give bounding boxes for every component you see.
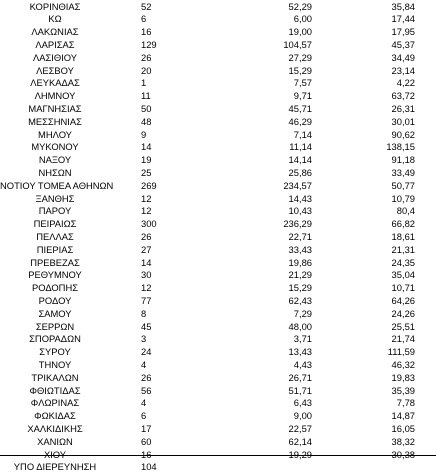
rate-cell: 62,14	[288, 435, 312, 447]
rate-cell: 15,29	[288, 282, 312, 294]
ratio-cell: 64,26	[391, 294, 415, 306]
table-row	[0, 39, 436, 52]
rate-cell: 19,86	[288, 256, 312, 268]
region-name-cell: ΣΥΡΟΥ	[39, 346, 71, 358]
region-name-cell: ΦΘΙΩΤΙΔΑΣ	[29, 384, 81, 396]
rate-cell: 9,71	[293, 90, 312, 102]
table-row	[0, 103, 436, 116]
table-row	[0, 205, 436, 218]
region-name-cell: ΛΑΡΙΣΑΣ	[35, 38, 75, 50]
cases-cell: 25	[141, 166, 152, 178]
table-row	[0, 359, 436, 372]
rate-cell: 45,71	[288, 102, 312, 114]
table-row	[0, 77, 436, 90]
rate-cell: 26,71	[288, 371, 312, 383]
region-name-cell: ΠΕΛΛΑΣ	[36, 230, 74, 242]
cases-cell: 52	[141, 0, 152, 12]
rate-cell: 19,00	[288, 26, 312, 38]
rate-cell: 46,29	[288, 115, 312, 127]
table-row	[0, 257, 436, 270]
rate-cell: 6,00	[293, 13, 312, 25]
cases-cell: 26	[141, 51, 152, 63]
table-row	[0, 372, 436, 385]
cases-cell: 269	[141, 179, 157, 191]
cases-cell: 14	[141, 256, 152, 268]
table-row	[0, 129, 436, 142]
table-row	[0, 244, 436, 257]
cases-cell: 50	[141, 102, 152, 114]
cases-cell: 48	[141, 115, 152, 127]
table-row	[0, 26, 436, 39]
table-row	[0, 436, 436, 449]
region-name-cell: ΣΠΟΡΑΔΩΝ	[29, 333, 81, 345]
cases-cell: 56	[141, 384, 152, 396]
table-row	[0, 13, 436, 26]
region-name-cell: ΜΥΚΟΝΟΥ	[31, 141, 79, 153]
ratio-cell: 138,15	[386, 141, 415, 153]
table-row	[0, 295, 436, 308]
rate-cell: 7,14	[293, 128, 312, 140]
table-row	[0, 65, 436, 78]
rate-cell: 13,43	[288, 346, 312, 358]
rate-cell: 7,57	[293, 77, 312, 89]
region-name-cell: ΛΑΚΩΝΙΑΣ	[31, 26, 79, 38]
ratio-cell: 21,74	[391, 333, 415, 345]
rate-cell: 14,43	[288, 192, 312, 204]
table-row	[0, 218, 436, 231]
cases-cell: 12	[141, 205, 152, 217]
rate-cell: 14,14	[288, 154, 312, 166]
cases-cell: 3	[141, 333, 147, 345]
table-row	[0, 52, 436, 65]
rate-cell: 22,71	[288, 230, 312, 242]
rate-cell: 48,00	[288, 320, 312, 332]
table-row	[0, 282, 436, 295]
ratio-cell: 26,31	[391, 102, 415, 114]
cases-cell: 129	[141, 38, 157, 50]
ratio-cell: 91,18	[391, 154, 415, 166]
table-row	[0, 90, 436, 103]
ratio-cell: 46,32	[391, 358, 415, 370]
table-row	[0, 116, 436, 129]
table-bottom-line	[0, 455, 436, 456]
region-name-cell: ΣΕΡΡΩΝ	[35, 320, 75, 332]
rate-cell: 4,43	[293, 358, 312, 370]
cases-cell: 4	[141, 397, 147, 409]
cases-cell: 6	[141, 410, 147, 422]
region-name-cell: ΝΑΞΟΥ	[38, 154, 72, 166]
ratio-cell: 66,82	[391, 218, 415, 230]
region-name-cell: ΠΕΙΡΑΙΩΣ	[33, 218, 77, 230]
region-name-cell: ΛΗΜΝΟΥ	[34, 90, 76, 102]
ratio-cell: 10,79	[391, 192, 415, 204]
ratio-cell: 111,59	[387, 346, 415, 358]
ratio-cell: 7,78	[396, 397, 415, 409]
rate-cell: 7,29	[293, 307, 312, 319]
region-name-cell: ΞΑΝΘΗΣ	[35, 192, 75, 204]
region-name-cell: ΦΛΩΡΙΝΑΣ	[30, 397, 80, 409]
region-name-cell: ΧΑΝΙΩΝ	[37, 435, 73, 447]
cases-cell: 16	[141, 448, 152, 460]
cases-cell: 27	[141, 243, 152, 255]
cases-cell: 30	[141, 269, 152, 281]
region-name-cell: ΛΕΥΚΑΔΑΣ	[30, 77, 80, 89]
cases-cell: 26	[141, 371, 152, 383]
ratio-cell: 17,95	[391, 26, 415, 38]
rate-cell: 15,29	[288, 64, 312, 76]
cases-cell: 24	[141, 346, 152, 358]
rate-cell: 52,29	[288, 0, 312, 12]
rate-cell: 10,43	[288, 205, 312, 217]
ratio-cell: 35,04	[391, 269, 415, 281]
table-row	[0, 154, 436, 167]
cases-cell: 16	[141, 26, 152, 38]
rate-cell: 21,29	[288, 269, 312, 281]
region-name-cell: ΚΩ	[48, 13, 62, 25]
ratio-cell: 33,49	[391, 166, 415, 178]
region-name-cell: ΛΑΣΙΘΙΟΥ	[32, 51, 78, 63]
ratio-cell: 80,4	[396, 205, 415, 217]
region-name-cell: ΥΠΟ ΔΙΕΡΕΥΝΗΣΗ	[13, 461, 97, 473]
region-name-cell: ΝΟΤΙΟΥ ΤΟΜΕΑ ΑΘΗΝΩΝ	[0, 179, 114, 191]
ratio-cell: 34,49	[391, 51, 415, 63]
region-name-cell: ΡΟΔΟΥ	[38, 294, 72, 306]
ratio-cell: 10,71	[391, 282, 415, 294]
table-row	[0, 167, 436, 180]
ratio-cell: 35,39	[391, 384, 415, 396]
table-row	[0, 385, 436, 398]
rate-cell: 19,29	[288, 448, 312, 460]
cases-cell: 104	[141, 461, 157, 473]
ratio-cell: 19,83	[391, 371, 415, 383]
table-row	[0, 410, 436, 423]
table-row	[0, 461, 436, 474]
table-row	[0, 269, 436, 282]
region-name-cell: ΡΟΔΟΠΗΣ	[31, 282, 79, 294]
table-row	[0, 397, 436, 410]
cases-cell: 77	[141, 294, 152, 306]
ratio-cell: 21,31	[391, 243, 415, 255]
region-name-cell: ΠΙΕΡΙΑΣ	[36, 243, 74, 255]
region-name-cell: ΠΑΡΟΥ	[38, 205, 72, 217]
cases-cell: 60	[141, 435, 152, 447]
cases-cell: 300	[141, 218, 157, 230]
table-row	[0, 333, 436, 346]
ratio-cell	[356, 461, 415, 474]
region-name-cell: ΤΗΝΟΥ	[38, 358, 72, 370]
region-name-cell: ΣΑΜΟΥ	[38, 307, 72, 319]
rate-cell: 6,43	[293, 397, 312, 409]
cases-cell: 1	[141, 77, 147, 89]
table-row	[0, 141, 436, 154]
cases-cell: 9	[141, 128, 147, 140]
cases-cell: 45	[141, 320, 152, 332]
region-name-cell: ΠΡΕΒΕΖΑΣ	[30, 256, 80, 268]
rate-cell: 25,86	[288, 166, 312, 178]
region-name-cell: ΤΡΙΚΑΛΩΝ	[31, 371, 79, 383]
cases-cell: 11	[141, 90, 151, 102]
region-name-cell: ΧΙΟΥ	[43, 448, 67, 460]
ratio-cell: 25,51	[391, 320, 415, 332]
ratio-cell: 45,37	[391, 38, 415, 50]
cases-cell: 8	[141, 307, 147, 319]
ratio-cell: 90,62	[391, 128, 415, 140]
ratio-cell: 16,05	[391, 422, 415, 434]
rate-cell: 11,14	[289, 141, 312, 153]
rate-cell: 9,00	[293, 410, 312, 422]
region-name-cell: ΜΕΣΣΗΝΙΑΣ	[28, 115, 82, 127]
rate-cell: 3,71	[293, 333, 312, 345]
rate-cell: 236,29	[283, 218, 312, 230]
rate-cell: 62,43	[288, 294, 312, 306]
cases-cell: 4	[141, 358, 147, 370]
table-row	[0, 423, 436, 436]
cases-cell: 26	[141, 230, 152, 242]
region-name-cell: ΛΕΣΒΟΥ	[36, 64, 74, 76]
cases-cell: 20	[141, 64, 152, 76]
ratio-cell: 23,14	[391, 64, 415, 76]
table-row	[0, 193, 436, 206]
ratio-cell: 30,38	[391, 448, 415, 460]
ratio-cell: 24,35	[391, 256, 415, 268]
ratio-cell: 63,72	[391, 90, 415, 102]
table-row	[0, 1, 436, 14]
region-name-cell: ΧΑΛΚΙΔΙΚΗΣ	[27, 422, 83, 434]
ratio-cell: 18,61	[391, 230, 415, 242]
region-name-cell: ΚΟΡΙΝΘΙΑΣ	[29, 0, 81, 12]
cases-cell: 14	[141, 141, 152, 153]
region-name-cell: ΜΗΛΟΥ	[38, 128, 72, 140]
cases-cell: 12	[141, 192, 152, 204]
rate-cell: 234,57	[283, 179, 312, 191]
table-row	[0, 308, 436, 321]
rate-cell	[252, 461, 312, 474]
ratio-cell: 35,84	[391, 0, 415, 12]
table-row	[0, 231, 436, 244]
rate-cell: 27,29	[288, 51, 312, 63]
region-name-cell: ΦΩΚΙΔΑΣ	[34, 410, 76, 422]
table-row	[0, 321, 436, 334]
table-row	[0, 346, 436, 359]
ratio-cell: 24,26	[391, 307, 415, 319]
rate-cell: 104,57	[283, 38, 312, 50]
rate-cell: 22,57	[288, 422, 312, 434]
cases-cell: 12	[141, 282, 152, 294]
rate-cell: 51,71	[288, 384, 312, 396]
cases-cell: 17	[141, 422, 152, 434]
cases-cell: 6	[141, 13, 147, 25]
table-row	[0, 180, 436, 193]
region-name-cell: ΝΗΣΩΝ	[38, 166, 72, 178]
region-name-cell: ΡΕΘΥΜΝΟΥ	[28, 269, 82, 281]
ratio-cell: 14,87	[391, 410, 415, 422]
region-name-cell: ΜΑΓΝΗΣΙΑΣ	[28, 102, 82, 114]
ratio-cell: 38,32	[391, 435, 415, 447]
ratio-cell: 50,77	[391, 179, 415, 191]
cases-cell: 19	[141, 154, 152, 166]
ratio-cell: 30,01	[391, 115, 415, 127]
ratio-cell: 4,22	[396, 77, 415, 89]
ratio-cell: 17,44	[391, 13, 415, 25]
rate-cell: 33,43	[288, 243, 312, 255]
